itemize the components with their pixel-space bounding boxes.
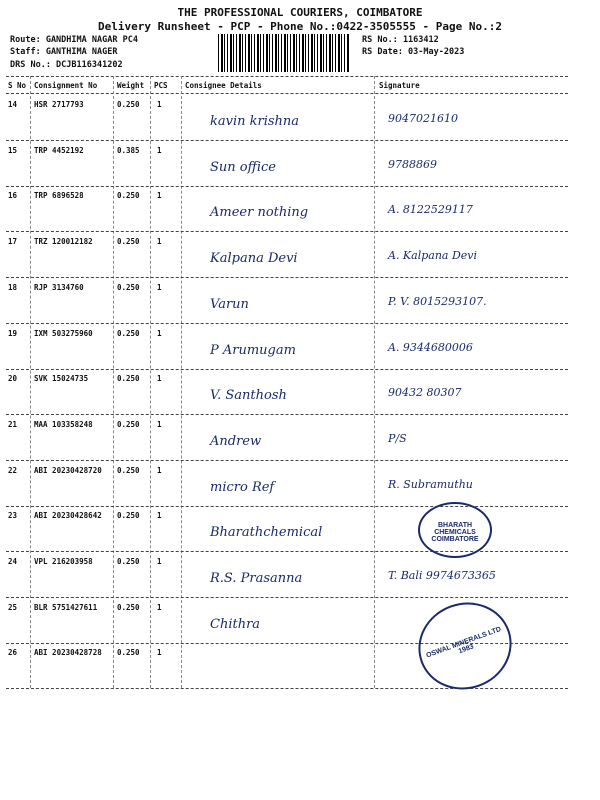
row-pcs: 1	[157, 237, 162, 246]
row-divider	[6, 414, 568, 415]
row-consignment-no: SVK 15024735	[34, 374, 89, 383]
row-divider	[6, 597, 568, 598]
bharath-chemicals-stamp	[418, 502, 492, 558]
row-consignment-no: HSR 2717793	[34, 100, 84, 109]
row-sno: 17	[8, 237, 18, 246]
stamp-text: BHARATH CHEMICALS COIMBATORE	[431, 522, 479, 543]
row-pcs: 1	[157, 648, 162, 657]
row-pcs: 1	[157, 557, 162, 566]
row-divider	[6, 506, 568, 507]
header-rule-bottom	[6, 93, 568, 94]
row-pcs: 1	[157, 283, 162, 292]
header-rule-top	[6, 76, 568, 77]
row-sno: 14	[8, 100, 18, 109]
row-sno: 24	[8, 557, 18, 566]
barcode	[218, 34, 350, 72]
row-sno: 23	[8, 511, 18, 520]
row-sno: 18	[8, 283, 18, 292]
row-divider	[6, 369, 568, 370]
row-consignee-handwritten: micro Ref	[210, 480, 275, 495]
row-divider	[6, 688, 568, 689]
row-weight: 0.250	[117, 100, 140, 109]
row-weight: 0.385	[117, 146, 140, 155]
row-weight: 0.250	[117, 420, 140, 429]
col-weight: Weight	[117, 81, 145, 90]
row-weight: 0.250	[117, 237, 140, 246]
row-divider	[6, 140, 568, 141]
row-weight: 0.250	[117, 648, 140, 657]
row-signature-handwritten: R. Subramuthu	[388, 478, 473, 491]
col-pcs: PCS	[154, 81, 168, 90]
row-consignee-handwritten: V. Santhosh	[210, 388, 287, 403]
row-signature-handwritten: 9047021610	[388, 112, 458, 125]
row-consignment-no: BLR 5751427611	[34, 603, 98, 612]
row-signature-handwritten: 90432 80307	[388, 386, 462, 399]
row-consignment-no: ABI 20230428728	[34, 648, 102, 657]
row-pcs: 1	[157, 329, 162, 338]
row-sno: 15	[8, 146, 18, 155]
row-sno: 21	[8, 420, 18, 429]
row-signature-handwritten: A. 9344680006	[388, 341, 473, 354]
row-weight: 0.250	[117, 511, 140, 520]
row-divider	[6, 231, 568, 232]
row-consignee-handwritten: Varun	[210, 297, 249, 312]
col-consignment: Consignment No	[34, 81, 98, 90]
row-consignee-handwritten: R.S. Prasanna	[210, 571, 303, 586]
row-weight: 0.250	[117, 557, 140, 566]
row-divider	[6, 551, 568, 552]
drs-label: DRS No.: DCJB116341202	[10, 60, 123, 70]
row-sno: 26	[8, 648, 18, 657]
row-signature-handwritten: 9788869	[388, 158, 437, 171]
row-divider	[6, 460, 568, 461]
rs-number: RS No.: 1163412	[362, 35, 439, 45]
row-consignment-no: TRP 4452192	[34, 146, 84, 155]
row-pcs: 1	[157, 374, 162, 383]
col-sno: S No	[8, 81, 27, 90]
row-consignment-no: TRZ 120012182	[34, 237, 93, 246]
row-weight: 0.250	[117, 329, 140, 338]
row-signature-handwritten: P/S	[388, 432, 407, 445]
row-consignee-handwritten: Chithra	[210, 617, 261, 632]
row-weight: 0.250	[117, 191, 140, 200]
row-sno: 16	[8, 191, 18, 200]
row-divider	[6, 323, 568, 324]
row-consignment-no: IXM 503275960	[34, 329, 93, 338]
document-title: THE PROFESSIONAL COURIERS, COIMBATORE	[177, 6, 423, 19]
row-consignee-handwritten: Sun office	[210, 160, 276, 175]
row-consignee-handwritten: P Arumugam	[210, 343, 296, 358]
row-pcs: 1	[157, 146, 162, 155]
oswal-minerals-stamp	[406, 590, 524, 703]
document-subtitle: Delivery Runsheet - PCP - Phone No.:0422-3505555 - Page No.:2	[98, 20, 502, 33]
row-consignment-no: MAA 103358248	[34, 420, 93, 429]
row-pcs: 1	[157, 511, 162, 520]
row-divider	[6, 277, 568, 278]
row-signature-handwritten: P. V. 8015293107.	[388, 295, 487, 308]
row-consignee-handwritten: Andrew	[210, 434, 262, 449]
row-pcs: 1	[157, 603, 162, 612]
rs-date: RS Date: 03-May-2023	[362, 47, 465, 57]
row-signature-handwritten: A. 8122529117	[388, 203, 473, 216]
row-divider	[6, 186, 568, 187]
row-sno: 19	[8, 329, 18, 338]
row-sno: 22	[8, 466, 18, 475]
row-signature-handwritten: T. Bali 9974673365	[388, 569, 496, 582]
row-sno: 25	[8, 603, 18, 612]
row-consignment-no: VPL 216203958	[34, 557, 93, 566]
row-consignee-handwritten: Kalpana Devi	[210, 251, 298, 266]
row-consignment-no: TRP 6896528	[34, 191, 84, 200]
route-label: Route: GANDHIMA NAGAR PC4	[10, 35, 138, 45]
col-consignee: Consignee Details	[185, 81, 262, 90]
staff-label: Staff: GANTHIMA NAGER	[10, 47, 118, 57]
row-weight: 0.250	[117, 466, 140, 475]
row-signature-handwritten: A. Kalpana Devi	[388, 249, 478, 262]
row-consignee-handwritten: Ameer nothing	[210, 205, 309, 220]
row-sno: 20	[8, 374, 18, 383]
row-weight: 0.250	[117, 374, 140, 383]
row-pcs: 1	[157, 466, 162, 475]
row-weight: 0.250	[117, 603, 140, 612]
row-pcs: 1	[157, 420, 162, 429]
row-pcs: 1	[157, 191, 162, 200]
row-pcs: 1	[157, 100, 162, 109]
row-consignee-handwritten: Bharathchemical	[210, 525, 323, 540]
row-consignee-handwritten: kavin krishna	[210, 114, 300, 129]
row-consignment-no: ABI 20230428642	[34, 511, 102, 520]
row-consignment-no: RJP 3134760	[34, 283, 84, 292]
row-weight: 0.250	[117, 283, 140, 292]
stamp-text: OSWAL MINERALS LTD 1983	[425, 625, 503, 660]
row-consignment-no: ABI 20230428720	[34, 466, 102, 475]
col-signature: Signature	[379, 81, 420, 90]
